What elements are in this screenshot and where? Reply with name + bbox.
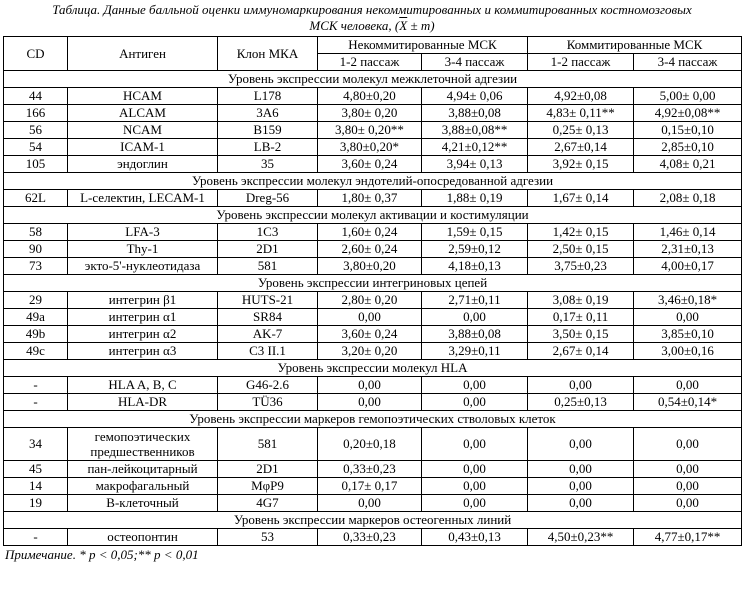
cell-antigen: LFA-3 [68, 224, 218, 241]
table-note: Примечание. * p < 0,05;** p < 0,01 [5, 547, 199, 562]
cell-uncommitted-p34: 0,00 [422, 309, 528, 326]
cell-clone: C3 II.1 [218, 343, 318, 360]
cell-committed-p12: 2,67± 0,14 [528, 343, 634, 360]
cell-uncommitted-p12: 3,60± 0,24 [318, 326, 422, 343]
cell-uncommitted-p12: 0,00 [318, 495, 422, 512]
cell-committed-p34: 3,46±0,18* [634, 292, 742, 309]
table-row [4, 105, 742, 122]
cell-cd: 34 [4, 428, 68, 461]
cell-committed-p34: 0,00 [634, 377, 742, 394]
table-body [4, 71, 742, 546]
cell-antigen: ICAM-1 [68, 139, 218, 156]
header-antigen: Антиген [68, 37, 218, 71]
section-title: Уровень экспрессии маркеров остеогенных линий [4, 512, 742, 529]
header-cd: CD [4, 37, 68, 71]
table-row [4, 428, 742, 461]
cell-uncommitted-p34: 3,88±0,08** [422, 122, 528, 139]
cell-uncommitted-p12: 3,80± 0,20** [318, 122, 422, 139]
cell-clone: TÜ36 [218, 394, 318, 411]
cell-uncommitted-p12: 2,60± 0,24 [318, 241, 422, 258]
cell-antigen: экто-5'-нуклеотидаза [68, 258, 218, 275]
cell-cd: 29 [4, 292, 68, 309]
cell-uncommitted-p12: 0,20±0,18 [318, 428, 422, 461]
table-row [4, 258, 742, 275]
cell-cd: 62L [4, 190, 68, 207]
cell-uncommitted-p12: 3,80± 0,20 [318, 105, 422, 122]
cell-committed-p12: 0,17± 0,11 [528, 309, 634, 326]
cell-antigen: интегрин β1 [68, 292, 218, 309]
cell-cd: 49b [4, 326, 68, 343]
cell-clone: 3A6 [218, 105, 318, 122]
cell-uncommitted-p34: 4,21±0,12** [422, 139, 528, 156]
cell-uncommitted-p12: 0,33±0,23 [318, 461, 422, 478]
cell-cd: 45 [4, 461, 68, 478]
cell-uncommitted-p12: 1,80± 0,37 [318, 190, 422, 207]
cell-antigen: L-селектин, LECAM-1 [68, 190, 218, 207]
cell-committed-p12: 4,83± 0,11** [528, 105, 634, 122]
cell-committed-p34: 2,85±0,10 [634, 139, 742, 156]
section-header-row [4, 207, 742, 224]
caption-mean-symbol: $\overline{X}$ [399, 18, 408, 33]
cell-uncommitted-p34: 4,18±0,13 [422, 258, 528, 275]
cell-committed-p12: 1,67± 0,14 [528, 190, 634, 207]
cell-uncommitted-p12: 4,80±0,20 [318, 88, 422, 105]
table-row [4, 88, 742, 105]
cell-clone: L178 [218, 88, 318, 105]
cell-committed-p12: 0,25± 0,13 [528, 122, 634, 139]
cell-committed-p34: 0,54±0,14* [634, 394, 742, 411]
cell-committed-p34: 4,00±0,17 [634, 258, 742, 275]
cell-uncommitted-p12: 3,80±0,20* [318, 139, 422, 156]
cell-clone: 53 [218, 529, 318, 546]
cell-committed-p12: 3,75±0,23 [528, 258, 634, 275]
section-header-row [4, 512, 742, 529]
table-row [4, 156, 742, 173]
cell-uncommitted-p34: 3,88±0,08 [422, 326, 528, 343]
cell-uncommitted-p34: 0,43±0,13 [422, 529, 528, 546]
cell-committed-p12: 1,42± 0,15 [528, 224, 634, 241]
cell-clone: LB-2 [218, 139, 318, 156]
cell-clone: 4G7 [218, 495, 318, 512]
cell-antigen: интегрин α3 [68, 343, 218, 360]
cell-uncommitted-p12: 0,00 [318, 309, 422, 326]
cell-clone: 2D1 [218, 241, 318, 258]
cell-uncommitted-p34: 2,59±0,12 [422, 241, 528, 258]
caption-line-2-post: ± m) [407, 18, 435, 33]
header-committed-p34: 3-4 пассаж [634, 54, 742, 71]
cell-uncommitted-p34: 1,59± 0,15 [422, 224, 528, 241]
cell-uncommitted-p34: 0,00 [422, 461, 528, 478]
cell-antigen: HCAM [68, 88, 218, 105]
cell-committed-p12: 2,67±0,14 [528, 139, 634, 156]
header-committed: Коммитированные МСК [528, 37, 742, 54]
cell-cd: 19 [4, 495, 68, 512]
cell-cd: 49c [4, 343, 68, 360]
cell-committed-p12: 0,25±0,13 [528, 394, 634, 411]
cell-uncommitted-p34: 3,88±0,08 [422, 105, 528, 122]
cell-antigen: HLA-DR [68, 394, 218, 411]
table-row [4, 529, 742, 546]
cell-antigen: HLA A, B, C [68, 377, 218, 394]
cell-antigen: гемопоэтических предшественников [68, 428, 218, 461]
cell-clone: HUTS-21 [218, 292, 318, 309]
table-row [4, 139, 742, 156]
cell-committed-p12: 0,00 [528, 428, 634, 461]
cell-cd: - [4, 529, 68, 546]
caption-line-2-pre: МСК человека, ( [309, 18, 400, 33]
table-row [4, 309, 742, 326]
caption-line-1: Таблица. Данные балльной оценки иммуномаркирования некоммитированных и коммитированных костномозговых [52, 2, 692, 17]
cell-committed-p34: 2,31±0,13 [634, 241, 742, 258]
cell-uncommitted-p12: 0,17± 0,17 [318, 478, 422, 495]
cell-committed-p12: 3,08± 0,19 [528, 292, 634, 309]
table-row [4, 461, 742, 478]
section-title: Уровень экспрессии молекул HLA [4, 360, 742, 377]
cell-committed-p12: 3,50± 0,15 [528, 326, 634, 343]
cell-committed-p12: 3,92± 0,15 [528, 156, 634, 173]
cell-cd: 58 [4, 224, 68, 241]
cell-uncommitted-p34: 2,71±0,11 [422, 292, 528, 309]
section-header-row [4, 173, 742, 190]
cell-committed-p12: 0,00 [528, 377, 634, 394]
cell-antigen: макрофагальный [68, 478, 218, 495]
header-committed-p12: 1-2 пассаж [528, 54, 634, 71]
cell-committed-p34: 4,77±0,17** [634, 529, 742, 546]
caption-line-2 [3, 18, 741, 34]
cell-committed-p34: 3,00±0,16 [634, 343, 742, 360]
cell-uncommitted-p12: 1,60± 0,24 [318, 224, 422, 241]
cell-antigen: эндоглин [68, 156, 218, 173]
table-row [4, 190, 742, 207]
table-row [4, 495, 742, 512]
cell-uncommitted-p34: 0,00 [422, 377, 528, 394]
cell-antigen: интегрин α2 [68, 326, 218, 343]
cell-antigen: ALCAM [68, 105, 218, 122]
table-row [4, 224, 742, 241]
cell-uncommitted-p12: 0,00 [318, 377, 422, 394]
section-title: Уровень экспрессии интегриновых цепей [4, 275, 742, 292]
cell-committed-p12: 4,50±0,23** [528, 529, 634, 546]
cell-committed-p12: 0,00 [528, 495, 634, 512]
cell-uncommitted-p12: 0,33±0,23 [318, 529, 422, 546]
cell-antigen: пан-лейкоцитарный [68, 461, 218, 478]
cell-uncommitted-p34: 3,94± 0,13 [422, 156, 528, 173]
cell-uncommitted-p34: 0,00 [422, 478, 528, 495]
cell-antigen: интегрин α1 [68, 309, 218, 326]
cell-committed-p34: 0,15±0,10 [634, 122, 742, 139]
section-title: Уровень экспрессии молекул межклеточной адгезии [4, 71, 742, 88]
section-header-row [4, 411, 742, 428]
cell-cd: 105 [4, 156, 68, 173]
cell-committed-p34: 5,00± 0,00 [634, 88, 742, 105]
cell-clone: G46-2.6 [218, 377, 318, 394]
table-row [4, 394, 742, 411]
cell-committed-p34: 0,00 [634, 478, 742, 495]
cell-uncommitted-p34: 3,29±0,11 [422, 343, 528, 360]
table-row [4, 377, 742, 394]
cell-clone: AK-7 [218, 326, 318, 343]
cell-committed-p34: 4,08± 0,21 [634, 156, 742, 173]
section-header-row [4, 360, 742, 377]
cell-committed-p34: 0,00 [634, 495, 742, 512]
header-clone: Клон МКА [218, 37, 318, 71]
cell-uncommitted-p12: 3,20± 0,20 [318, 343, 422, 360]
cell-cd: - [4, 394, 68, 411]
cell-clone: 2D1 [218, 461, 318, 478]
cell-clone: MφP9 [218, 478, 318, 495]
header-uncommitted-p34: 3-4 пассаж [422, 54, 528, 71]
cell-cd: 49a [4, 309, 68, 326]
cell-cd: 166 [4, 105, 68, 122]
cell-uncommitted-p34: 0,00 [422, 495, 528, 512]
cell-antigen: B-клеточный [68, 495, 218, 512]
cell-clone: 581 [218, 258, 318, 275]
cell-committed-p12: 4,92±0,08 [528, 88, 634, 105]
cell-uncommitted-p12: 2,80± 0,20 [318, 292, 422, 309]
cell-committed-p34: 0,00 [634, 428, 742, 461]
cell-cd: 14 [4, 478, 68, 495]
cell-clone: SR84 [218, 309, 318, 326]
section-title: Уровень экспрессии маркеров гемопоэтических стволовых клеток [4, 411, 742, 428]
table-header [4, 37, 742, 71]
cell-clone: 1C3 [218, 224, 318, 241]
table-row [4, 326, 742, 343]
cell-uncommitted-p34: 4,94± 0,06 [422, 88, 528, 105]
cell-cd: 73 [4, 258, 68, 275]
cell-antigen: остеопонтин [68, 529, 218, 546]
cell-cd: 54 [4, 139, 68, 156]
cell-antigen: NCAM [68, 122, 218, 139]
cell-committed-p34: 2,08± 0,18 [634, 190, 742, 207]
cell-uncommitted-p12: 3,60± 0,24 [318, 156, 422, 173]
section-header-row [4, 71, 742, 88]
cell-uncommitted-p34: 0,00 [422, 428, 528, 461]
cell-clone: 35 [218, 156, 318, 173]
table-row [4, 241, 742, 258]
cell-cd: 44 [4, 88, 68, 105]
cell-committed-p34: 4,92±0,08** [634, 105, 742, 122]
cell-cd: 90 [4, 241, 68, 258]
cell-clone: 581 [218, 428, 318, 461]
cell-committed-p34: 3,85±0,10 [634, 326, 742, 343]
cell-uncommitted-p12: 0,00 [318, 394, 422, 411]
cell-clone: Dreg-56 [218, 190, 318, 207]
section-title: Уровень экспрессии молекул активации и костимуляции [4, 207, 742, 224]
cell-committed-p12: 2,50± 0,15 [528, 241, 634, 258]
cell-uncommitted-p34: 1,88± 0,19 [422, 190, 528, 207]
cell-committed-p34: 1,46± 0,14 [634, 224, 742, 241]
cell-committed-p12: 0,00 [528, 478, 634, 495]
cell-cd: 56 [4, 122, 68, 139]
table-row [4, 478, 742, 495]
table-row [4, 122, 742, 139]
cell-committed-p34: 0,00 [634, 461, 742, 478]
cell-antigen: Thy-1 [68, 241, 218, 258]
section-title: Уровень экспрессии молекул эндотелий-опосредованной адгезии [4, 173, 742, 190]
cell-clone: B159 [218, 122, 318, 139]
cell-uncommitted-p34: 0,00 [422, 394, 528, 411]
section-header-row [4, 275, 742, 292]
cell-uncommitted-p12: 3,80±0,20 [318, 258, 422, 275]
cell-committed-p34: 0,00 [634, 309, 742, 326]
cell-cd: - [4, 377, 68, 394]
table-row [4, 343, 742, 360]
data-table [3, 36, 742, 546]
table-caption [3, 2, 741, 34]
header-uncommitted-p12: 1-2 пассаж [318, 54, 422, 71]
header-uncommitted: Некоммитированные МСК [318, 37, 528, 54]
table-row [4, 292, 742, 309]
cell-committed-p12: 0,00 [528, 461, 634, 478]
